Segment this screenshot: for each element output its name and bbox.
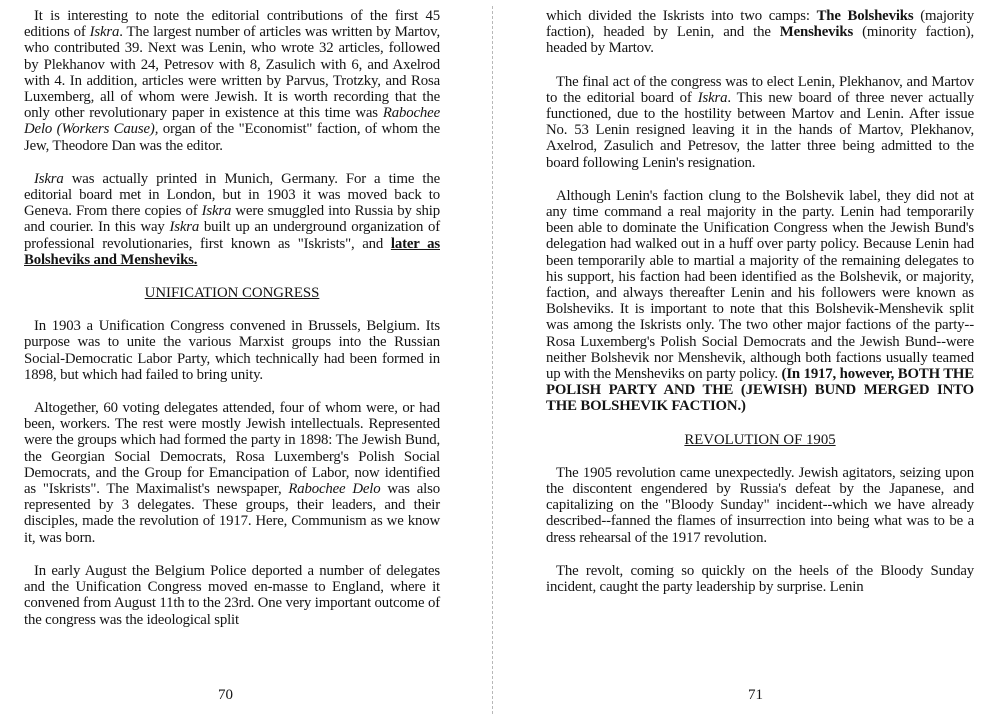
left-page-number: 70 [218,687,233,703]
paragraph-1905-revolution: The 1905 revolution came unexpectedly. Jewish agitators, seizing upon the discontent engendered by Russia's defeat by the Japanese, and capitalizing on the "Bloody Sunday" incident--which we have already described--fanned the flames of insurrection into being what was to be a dress rehearsal of the 1917 revolution. [546,464,974,546]
paragraph-ideological-split: which divided the Iskrists into two camps: The Bolsheviks (majority faction), headed by Lenin, and the Mensheviks (minority faction), headed by Martov. [546,8,974,57]
left-page-text [24,8,440,628]
paragraph-congress-brussels: In 1903 a Unification Congress convened in Brussels, Belgium. Its purpose was to unite the various Marxist groups into the Russian Social-Democratic Labor Party, which technically had been formed in 1898, but which had failed to bring unity. [24,318,440,383]
paragraph-editorial-board: The final act of the congress was to elect Lenin, Plekhanov, and Martov to the editorial board of Iskra. This new board of three never actually functioned, due to the hostility between Martov and Lenin. After issue No. 53 Lenin resigned leaving it in the hands of Martov, Plekhanov, Axelrod, Zasulich and Petresov, the latter three being admitted to the board following Lenin's resignation. [546,73,974,171]
right-page-text [546,8,974,595]
left-page [0,0,493,718]
section-heading-unification-congress: UNIFICATION CONGRESS [144,285,320,302]
right-page-number: 71 [748,687,763,703]
section-heading-revolution-1905: REVOLUTION OF 1905 [684,431,836,448]
book-gutter [492,6,493,714]
paragraph-august-deportation: In early August the Belgium Police deported a number of delegates and the Unification Congress moved en-masse to England, where it convened from August 11th to the 23rd. One very important outcome of the congress was the ideological split [24,562,440,628]
right-page [497,0,990,718]
paragraph-revolt: The revolt, coming so quickly on the heels of the Bloody Sunday incident, caught the party leadership by surprise. Lenin [546,562,974,596]
paragraph-iskra-printing: Iskra was actually printed in Munich, Germany. For a time the editorial board met in London, but in 1903 it was moved back to Geneva. From there copies of Iskra were smuggled into Russia by ship and courier. In this way Iskra built up an underground organization of professional revolutionaries, first known as "Iskrists", and later as Bolsheviks and Mensheviks. [24,170,441,268]
paragraph-delegates: Altogether, 60 voting delegates attended, four of whom were, or had been, workers. The rest were mostly Jewish intellectuals. Represented were the groups which had formed the party in 1898: The Jewish Bund, the Georgian Social Democrats, Rosa Luxemberg's Polish Social Democrats, and the Group for Emancipation of Labor, now identified as "Iskrists". The Maximalist's newspaper, Rabochee Delo was also represented by 3 delegates. These groups, their leaders, and their disciples, made the revolution of 1917. Here, Communism as we know it, was born. [24,400,440,546]
paragraph-bolshevik-label: Although Lenin's faction clung to the Bolshevik label, they did not at any time command a real majority in the party. Lenin had temporarily been able to dominate the Unification Congress when the Jewish Bund's delegation had walked out in a huff over party policy. Because Lenin had been temporarily able to martial a majority of the remaining delegates to his support, his faction had been identified as the Bolshevik, or majority, faction, and always thereafter Lenin and his followers were known as Bolsheviks. It is important to note that this Bolshevik-Menshevik split was among the Iskrists only. The two other major factions of the party--Rosa Luxemberg's Polish Social Democrats and the Jewish Bund--were neither Bolshevik nor Menshevik, although both factions usually teamed up with the Mensheviks on party policy. (In 1917, however, BOTH THE POLISH PARTY AND THE (JEWISH) BUND MERGED INTO THE BOLSHEVIK FACTION.) [546,187,975,415]
paragraph-editorial-contributions: It is interesting to note the editorial contributions of the first 45 editions of Iskra. The largest number of articles was written by Martov, who contributed 39. Next was Lenin, who wrote 32 articles, followed by Plekhanov with 24, Petresov with 8, Zasulich with 6, and Axelrod with 4. In addition, articles were written by Parvus, Trotzky, and Rosa Luxemberg, all of whom were Jewish. It is worth recording that the only other revolutionary paper in existence at this time was Rabochee Delo (Workers Cause), organ of the "Economist" faction, of whom the Jew, Theodore Dan was the editor. [24,8,441,154]
